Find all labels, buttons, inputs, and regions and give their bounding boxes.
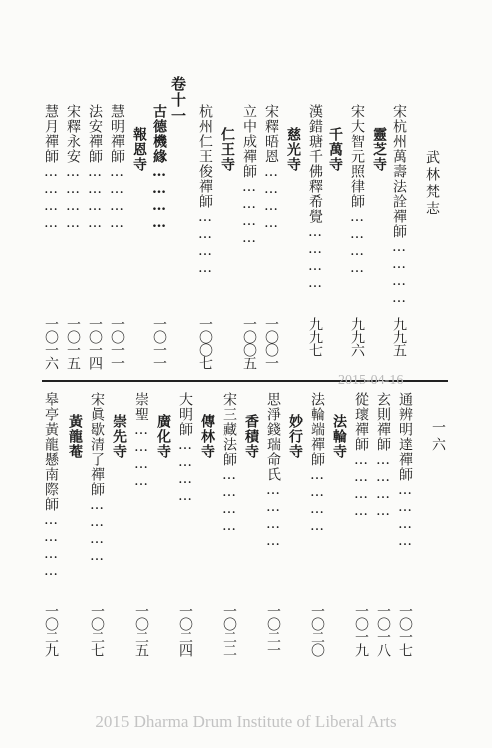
toc-page-number: 一〇二五 <box>133 604 149 656</box>
watermark: 2015 Dharma Drum Institute of Liberal Arts <box>95 712 397 731</box>
toc-page-number: 九九七 <box>307 317 323 356</box>
temple-heading: 崇先寺 <box>111 414 127 459</box>
temple-heading: 慈光寺 <box>285 127 301 172</box>
toc-page-number: 一〇〇五 <box>241 317 257 369</box>
toc-entry: 法輪端禪師………… <box>309 392 325 535</box>
toc-entry: 法安禪師………… <box>87 104 103 232</box>
toc-page-number: 一〇二一 <box>265 604 281 656</box>
temple-heading: 妙行寺 <box>287 414 303 459</box>
toc-page-number: 一〇〇七 <box>197 317 213 369</box>
temple-heading: 仁王寺 <box>219 127 235 172</box>
toc-entry: 宋釋永安………… <box>65 104 81 232</box>
toc-page-number: 九九五 <box>391 317 407 356</box>
toc-entry: 從瓌禪師………… <box>353 392 369 520</box>
toc-entry: 皋亭黃龍懸南際師………… <box>43 392 59 580</box>
toc-page-number: 九九六 <box>349 317 365 356</box>
toc-entry: 宋眞歇清了禪師………… <box>89 392 105 565</box>
toc-entry: 大明師………… <box>177 392 193 505</box>
toc-page-number: 一〇一四 <box>87 317 103 369</box>
volume-heading: 卷十一 <box>169 76 187 124</box>
temple-heading: 靈芝寺 <box>371 127 387 172</box>
toc-page-number: 一〇一七 <box>397 604 413 656</box>
toc-page-number: 一〇二四 <box>177 604 193 656</box>
toc-page-number: 一〇一一 <box>109 317 125 369</box>
toc-page-number: 一〇二二 <box>221 604 237 656</box>
toc-entry: 宋大智元照律師………… <box>349 104 365 277</box>
toc-entry: 宋三藏法師………… <box>221 392 237 535</box>
temple-heading: 報恩寺 <box>131 127 147 172</box>
temple-heading: 千萬寺 <box>327 127 343 172</box>
toc-page-number: 一〇二七 <box>89 604 105 656</box>
toc-entry: 慧明禪師………… <box>109 104 125 232</box>
toc-entry: 杭州仁王俊禪師………… <box>197 104 213 277</box>
toc-entry: 立中成禪師………… <box>241 104 257 247</box>
temple-heading: 黃龍菴 <box>67 414 83 459</box>
toc-page-number: 一〇一六 <box>43 317 59 369</box>
toc-entry: 漢錯瑭千佛釋希覺………… <box>307 104 323 292</box>
toc-page-number: 一〇一九 <box>353 604 369 656</box>
toc-entry: 通辨明達禪師………… <box>397 392 413 550</box>
toc-page-number: 一〇二九 <box>43 604 59 656</box>
toc-page-number: 一〇一五 <box>65 317 81 369</box>
temple-heading: 香積寺 <box>243 414 259 459</box>
running-header: 武林梵志 <box>424 150 440 218</box>
toc-entry: 宋杭州萬壽法詮禪師………… <box>391 104 407 307</box>
toc-entry: 玄則禪師………… <box>375 392 391 520</box>
toc-page-number: 一〇〇一 <box>263 317 279 369</box>
toc-entry: 宋釋晤恩………… <box>263 104 279 232</box>
toc-entry: 慧月禪師………… <box>43 104 59 232</box>
page-number: 一六 <box>430 420 446 454</box>
temple-heading: 廣化寺 <box>155 414 171 459</box>
temple-heading: 法輪寺 <box>331 414 347 459</box>
toc-entry: 古德機緣………… <box>151 104 167 232</box>
toc-entry: 思淨錢瑞命氏………… <box>265 392 281 550</box>
toc-page-number: 一〇一八 <box>375 604 391 656</box>
toc-page-number: 一〇一一 <box>151 317 167 369</box>
temple-heading: 傳林寺 <box>199 414 215 459</box>
toc-entry: 崇聖………… <box>133 392 149 490</box>
scan-date-stamp: 2015-04-16 <box>338 373 404 388</box>
toc-page-number: 一〇二〇 <box>309 604 325 656</box>
